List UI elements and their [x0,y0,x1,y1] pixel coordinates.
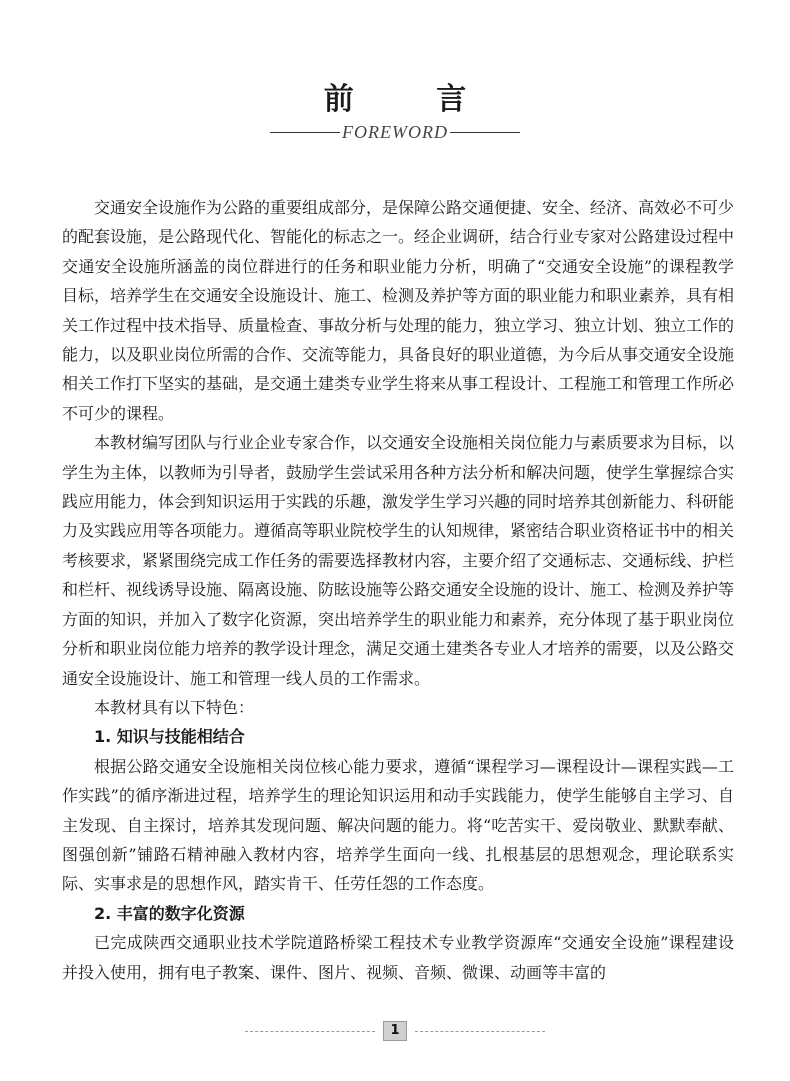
subtitle-rule-left [270,132,340,133]
paragraph-5: 已完成陕西交通职业技术学院道路桥梁工程技术专业教学资源库“交通安全设施”课程建设并投入使用，拥有电子教案、课件、图片、视频、音频、微课、动画等丰富的 [62,933,734,982]
footer-rule-left [245,1031,375,1032]
footer-rule-right [415,1031,545,1032]
section-heading-2: 2. 丰富的数字化资源 [94,903,245,923]
page-number: 1 [383,1021,407,1041]
page-title: 前 言 [323,82,503,117]
paragraph-1: 交通安全设施作为公路的重要组成部分，是保障公路交通便捷、安全、经济、高效必不可少的配套设施，是公路现代化、智能化的标志之一。经企业调研，结合行业专家对公路建设过程中交通安全设施所涵盖的岗位群进行的任务和职业能力分析，明确了“交通安全设施”的课程教学目标，培养学生在交通安全设施设计、施工、检测及养护等方面的职业能力和职业素养，具有相关工作过程中技术指导、质量检查、事故分析与处理的能力，独立学习、独立计划、独立工作的能力，以及职业岗位所需的合作、交流等能力，具备良好的职业道德，为今后从事交通安全设施相关工作打下坚实的基础，是交通土建类专业学生将来从事工程设计、工程施工和管理工作所必不可少的课程。 [62,198,735,423]
page-footer [0,1021,790,1041]
subtitle-rule-right [450,132,520,133]
section-heading-1: 1. 知识与技能相结合 [94,727,245,747]
paragraph-4: 根据公路交通安全设施相关岗位核心能力要求，遵循“课程学习—课程设计—课程实践—工作实践”的循序渐进过程，培养学生的理论知识运用和动手实践能力，使学生能够自主学习、自主发现、自主探讨，培养其发现问题、解决问题的能力。将“吃苦实干、爱岗敬业、默默奉献、图强创新”铺路石精神融入教材内容，培养学生面向一线、扎根基层的思想观念，理论联系实际、实事求是的思想作风，踏实肯干、任劳任怨的工作态度。 [62,756,734,894]
body-text [62,193,734,987]
paragraph-3: 本教材具有以下特色： [94,697,255,717]
page-subtitle: FOREWORD [342,122,448,142]
paragraph-2: 本教材编写团队与行业企业专家合作，以交通安全设施相关岗位能力与素质要求为目标，以学生为主体，以教师为引导者，鼓励学生尝试采用各种方法分析和解决问题，使学生掌握综合实践应用能力，体会到知识运用于实践的乐趣，激发学生学习兴趣的同时培养其创新能力、科研能力及实践应用等各项能力。遵循高等职业院校学生的认知规律，紧密结合职业资格证书中的相关考核要求，紧紧围绕完成工作任务的需要选择教材内容，主要介绍了交通标志、交通标线、护栏和栏杆、视线诱导设施、隔离设施、防眩设施等公路交通安全设施的设计、施工、检测及养护等方面的知识，并加入了数字化资源，突出培养学生的职业能力和素养，充分体现了基于职业岗位分析和职业岗位能力培养的教学设计理念，满足交通土建类各专业人才培养的需要，以及公路交通安全设施设计、施工和管理一线人员的工作需求。 [62,433,735,688]
subtitle-row [0,121,790,143]
